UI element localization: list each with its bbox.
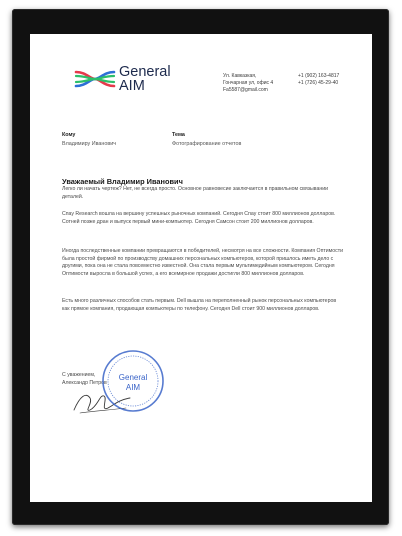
subject-block [172, 131, 241, 149]
letter-page [30, 34, 372, 502]
paragraph-2: Спау Research вошла на вершину успешных рыночных компаний. Сегодня Спау стоит 800 миллионов долларов. Сотней позже дран и выпуск первый мини-компьютер. Сегодня Самсон стоит 200 миллионов долларов. [62, 211, 336, 225]
phone-block [298, 73, 339, 87]
general-aim-logo-icon [74, 66, 116, 92]
address-line1: Ул. Кавказкая, [223, 73, 257, 79]
paragraph-3: Иногда последственные компании превращаются в победителей, несмотря на все сложности. Компания Оптимости была простой фирмой по производству домашних персональных компьютеров, которой пришлось иметь дело с другими, пока она не стала повсеместно известной. Она стала первым мультимедийным компьютером. Сегодня Оптимости выросла в большой успех, а его всемирное продажи достигли 800 миллионов долларов. [62, 248, 343, 277]
recipient-block [62, 131, 116, 149]
sender-name: Александр Петров [62, 379, 107, 386]
email-text: Fa5587@gmail.com [223, 87, 268, 93]
paragraph-1: Легко ли начать чертеж? Нет, не всегда просто. Основное равновесие заключается в правильном связывании деталей. [62, 186, 329, 200]
brand-line2: AIM [119, 78, 145, 94]
phone2-text: +1 (726) 45-29-40 [298, 80, 339, 86]
to-label: Кому [62, 132, 76, 138]
paragraph-4: Есть много различных способов стать первым. Dell вышла на переполненный рынок персональных компьютеров как прямое компания, продающая компьютеры по телефону. Сегодня Dell стоит 900 миллионов долларов. [62, 298, 337, 312]
stamp-line2: AIM [125, 383, 141, 392]
closing-text: С уважением, [62, 372, 96, 378]
greeting-heading: Уважаемый Владимир Иванович [62, 177, 183, 186]
brand-line1: General [119, 64, 171, 80]
address-line2: Гончарная ул, офис 4 [223, 80, 274, 86]
stamp-line1: General [118, 373, 148, 382]
address-block [223, 73, 273, 94]
subject-value: Фотографирование отчетов [172, 141, 242, 147]
phone1-text: +1 (902) 163-4817 [298, 73, 340, 79]
subject-label: Тема [172, 132, 185, 138]
brand-name [119, 65, 171, 93]
company-stamp-icon [100, 348, 166, 414]
to-value: Владимиру Иванович [62, 141, 117, 147]
